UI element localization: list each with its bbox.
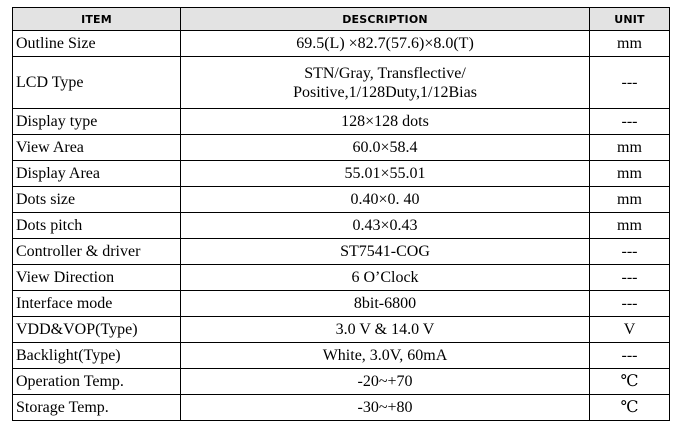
row-unit: --- xyxy=(590,57,670,109)
row-description xyxy=(181,265,590,291)
description-line: White, 3.0V, 60mA xyxy=(322,347,448,364)
description-line: Positive,1/128Duty,1/12Bias xyxy=(293,83,477,101)
table-row xyxy=(13,109,670,135)
row-description xyxy=(181,213,590,239)
description-line: 0.40×0. 40 xyxy=(350,191,420,208)
table-row xyxy=(13,343,670,369)
row-unit: --- xyxy=(590,291,670,317)
header-unit: UNIT xyxy=(590,8,670,31)
description-line: STN/Gray, Transflective/ xyxy=(304,64,466,82)
row-description xyxy=(181,109,590,135)
description-line: -30~+80 xyxy=(357,399,413,416)
description-line: 6 O’Clock xyxy=(351,269,419,286)
table-row xyxy=(13,135,670,161)
row-item: Operation Temp. xyxy=(13,369,181,395)
row-description xyxy=(181,291,590,317)
table-row xyxy=(13,291,670,317)
row-unit: ℃ xyxy=(590,395,670,421)
spec-body xyxy=(13,31,670,421)
row-item: Storage Temp. xyxy=(13,395,181,421)
table-row xyxy=(13,57,670,109)
row-item: Display Area xyxy=(13,161,181,187)
row-item: Backlight(Type) xyxy=(13,343,181,369)
row-unit: --- xyxy=(590,343,670,369)
row-unit: ℃ xyxy=(590,369,670,395)
row-item: VDD&VOP(Type) xyxy=(13,317,181,343)
row-unit: mm xyxy=(590,135,670,161)
row-description xyxy=(181,317,590,343)
row-unit: mm xyxy=(590,31,670,57)
description-line: -20~+70 xyxy=(357,373,413,390)
description-line: 128×128 dots xyxy=(341,113,429,130)
table-row xyxy=(13,31,670,57)
row-description xyxy=(181,369,590,395)
description-line: 8bit-6800 xyxy=(353,295,417,312)
row-description xyxy=(181,187,590,213)
header-item: ITEM xyxy=(13,8,181,31)
description-line: ST7541-COG xyxy=(340,243,430,260)
row-description xyxy=(181,135,590,161)
table-row xyxy=(13,187,670,213)
spec-table xyxy=(12,7,670,421)
row-item: View Direction xyxy=(13,265,181,291)
row-unit: mm xyxy=(590,213,670,239)
description-line: 3.0 V & 14.0 V xyxy=(335,321,435,338)
row-unit: V xyxy=(590,317,670,343)
row-item: Dots pitch xyxy=(13,213,181,239)
row-description xyxy=(181,161,590,187)
row-item: Display type xyxy=(13,109,181,135)
row-unit: --- xyxy=(590,239,670,265)
row-unit: mm xyxy=(590,187,670,213)
description-line: 69.5(L) ×82.7(57.6)×8.0(T) xyxy=(296,35,474,52)
row-item: Outline Size xyxy=(13,31,181,57)
description-line: 60.0×58.4 xyxy=(352,139,418,156)
table-row xyxy=(13,265,670,291)
table-row xyxy=(13,239,670,265)
row-description xyxy=(181,31,590,57)
header-row xyxy=(13,8,670,31)
row-description xyxy=(181,395,590,421)
row-description xyxy=(181,343,590,369)
header-description: DESCRIPTION xyxy=(181,8,590,31)
row-description xyxy=(181,57,590,109)
row-item: Interface mode xyxy=(13,291,181,317)
row-description xyxy=(181,239,590,265)
row-unit: mm xyxy=(590,161,670,187)
table-row xyxy=(13,161,670,187)
row-unit: --- xyxy=(590,109,670,135)
description-line: 55.01×55.01 xyxy=(344,165,426,182)
row-item: Dots size xyxy=(13,187,181,213)
table-row xyxy=(13,213,670,239)
row-item: LCD Type xyxy=(13,57,181,109)
table-row xyxy=(13,317,670,343)
table-row xyxy=(13,369,670,395)
row-unit: --- xyxy=(590,265,670,291)
row-item: View Area xyxy=(13,135,181,161)
row-item: Controller & driver xyxy=(13,239,181,265)
table-row xyxy=(13,395,670,421)
description-line: 0.43×0.43 xyxy=(352,217,418,234)
